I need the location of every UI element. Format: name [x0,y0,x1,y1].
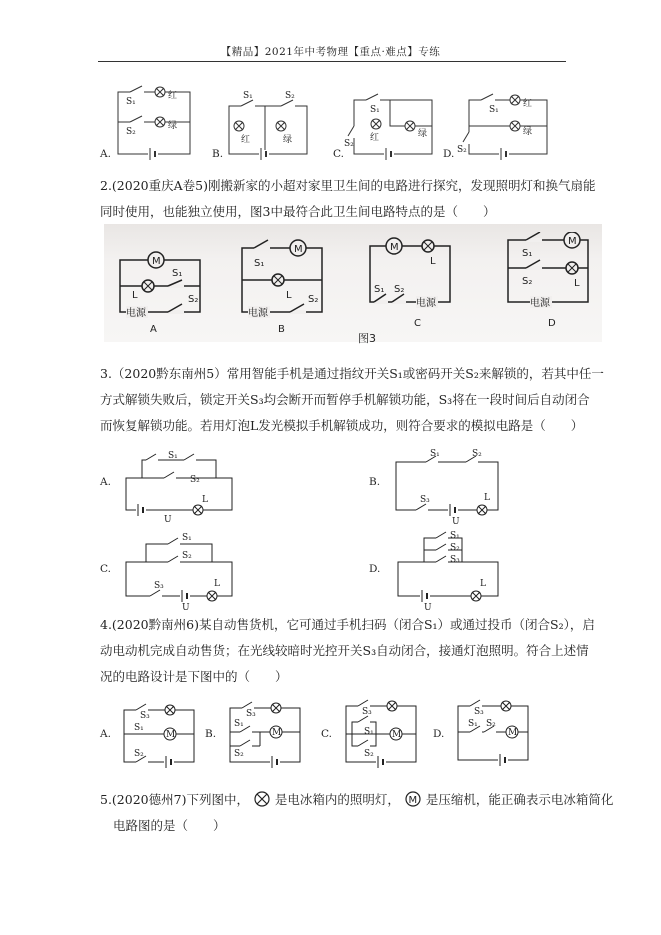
green-label: 绿 [168,121,178,131]
q4-text-line2: 动电动机完成自动售货；在光线较暗时光控开关S₃自动闭合，接通灯泡照明。符合上述情 [100,643,589,658]
q3-figure-a [120,448,240,526]
q2-text-line2: 同时使用，也能独立使用，图3中最符合此卫生间电路特点的是（ ） [100,204,496,219]
motor-m-label: M [568,236,577,247]
q3-option-b[interactable]: B. [369,476,381,488]
q2-figure-d [500,232,600,332]
s1-label: S₁ [489,105,499,115]
s2-label: S₂ [308,294,319,305]
q4-option-a[interactable]: A. [100,728,111,740]
q2-option-d[interactable]: D [548,318,556,329]
q1-figure-a [100,84,200,162]
q1-figure-d [455,86,555,162]
s2-label: S₂ [344,139,354,149]
q2-option-a[interactable]: A [150,324,157,334]
motor-m-label: M [166,730,176,740]
q4-option-b[interactable]: B. [205,728,217,740]
page-header: 【精品】2021年中考物理【重点·难点】专练 [220,46,441,58]
q1-option-c[interactable]: C. [333,148,344,160]
q3-option-d[interactable]: D. [369,563,381,575]
lamp-l-label: L [286,290,292,301]
q2-figure-a [112,238,212,334]
power-label: 电源 [126,308,146,319]
motor-m-label: M [152,256,161,267]
voltage-u-label: U [164,515,172,525]
lamp-symbol-icon [253,790,271,808]
q4-text-line1: 4.(2020黔南州6)某自动售货机，它可通过手机扫码（闭合S₁）或通过投币（闭合S₂），启 [100,617,595,632]
s2-label: S₂ [190,475,200,485]
q3-figure-c [120,528,240,612]
green-label: 绿 [523,127,533,137]
q5-text-line1 [100,787,613,813]
s1-label: S₁ [182,533,192,543]
lamp-l-label: L [132,290,138,301]
q3-option-a[interactable]: A. [100,476,111,488]
motor-m-label: M [408,795,418,806]
green-label: 绿 [418,129,428,139]
red-label: 红 [523,99,533,109]
motor-m-label: M [508,728,518,738]
q2-figure-caption: 图3 [358,332,376,345]
power-label: 电源 [416,298,436,309]
lamp-l-label: L [202,495,208,505]
s2-label: S₂ [450,543,460,553]
s2-label: S₂ [188,294,199,305]
s3-label: S₃ [420,495,430,505]
q5-text-part2: 是电冰箱内的照明灯， [274,792,400,807]
q4-option-d[interactable]: D. [433,728,445,740]
red-label: 红 [241,135,251,145]
s1-label: S₁ [468,719,478,729]
s1-label: S₁ [134,723,144,733]
q5-text-part1: 5.(2020德州7)下列图中， [100,792,249,807]
q3-figure-b [386,446,506,526]
s1-label: S₁ [450,531,460,541]
motor-m-label: M [294,244,303,255]
lamp-l-label: L [430,256,436,267]
s1-label: S₁ [126,97,136,107]
q1-option-d[interactable]: D. [443,148,455,160]
s3-label: S₃ [362,707,372,717]
q4-figure-a [114,700,204,772]
q2-option-b[interactable]: B [278,324,285,334]
q4-text-line3: 况的电路设计是下图中的（ ） [100,669,288,684]
red-label: 红 [370,133,380,143]
s3-label: S₃ [450,555,460,565]
s1-label: S₁ [370,105,380,115]
q4-figure-c [336,694,426,774]
s1-label: S₁ [430,449,440,459]
q1-option-a[interactable]: A. [100,148,111,160]
q3-text-line2: 方式解锁失败后，锁定开关S₃均会断开而暂停手机解锁功能，S₃将在一段时间后自动闭合 [100,392,590,407]
s2-label: S₂ [364,749,374,759]
voltage-u-label: U [424,603,432,612]
s1-label: S₁ [374,284,385,295]
s1-label: S₁ [522,248,533,259]
s2-label: S₂ [182,551,192,561]
motor-m-label: M [272,728,282,738]
s1-label: S₁ [168,451,178,461]
q4-figure-b [220,698,310,772]
q2-figure-c [362,232,462,332]
s1-label: S₁ [172,268,183,279]
q2-figure-b [234,238,334,334]
s1-label: S₁ [364,727,374,737]
q2-text-line1: 2.(2020重庆A卷5)刚搬新家的小超对家里卫生间的电路进行探究，发现照明灯和换气扇能 [100,178,596,193]
s1-label: S₁ [234,719,244,729]
q5-text-line2: 电路图的是（ ） [113,818,226,833]
s3-label: S₃ [154,581,164,591]
s1-label: S₁ [254,258,265,269]
s2-label: S₂ [285,91,295,101]
s2-label: S₂ [126,127,136,137]
q4-figure-d [448,696,538,772]
s2-label: S₂ [457,145,467,155]
lamp-l-label: L [484,493,490,503]
s3-label: S₃ [140,711,150,721]
lamp-l-label: L [480,579,486,589]
q1-figure-c [340,86,440,162]
s2-label: S₂ [134,749,144,759]
s2-label: S₂ [472,449,482,459]
q3-figure-d [390,530,510,612]
motor-symbol-icon [404,790,422,808]
q1-option-b[interactable]: B. [212,148,224,160]
motor-m-label: M [390,242,399,253]
header-rule [98,61,566,62]
power-label: 电源 [248,308,268,319]
s3-label: S₃ [246,709,256,719]
voltage-u-label: U [452,517,460,526]
green-label: 绿 [283,135,293,145]
q3-option-c[interactable]: C. [100,563,111,575]
q2-option-c[interactable]: C [414,318,421,329]
red-label: 红 [168,91,178,101]
q5-text-part3: 是压缩机，能正确表示电冰箱简化 [425,792,614,807]
s2-label: S₂ [522,276,533,287]
s1-label: S₁ [243,91,253,101]
s2-label: S₂ [234,749,244,759]
voltage-u-label: U [182,603,190,612]
q4-option-c[interactable]: C. [321,728,332,740]
motor-m-label: M [392,730,402,740]
s3-label: S₃ [474,707,484,717]
s2-label: S₂ [394,284,405,295]
lamp-l-label: L [214,579,220,589]
q3-text-line3: 而恢复解锁功能。若用灯泡L发光模拟手机解锁成功，则符合要求的模拟电路是（ ） [100,418,584,433]
q3-text-line1: 3.（2020黔东南州5）常用智能手机是通过指纹开关S₁或密码开关S₂来解锁的，若其中任一 [100,366,604,381]
power-label: 电源 [530,298,550,309]
lamp-l-label: L [574,278,580,289]
q1-figure-b [215,86,315,162]
s2-label: S₂ [486,719,496,729]
